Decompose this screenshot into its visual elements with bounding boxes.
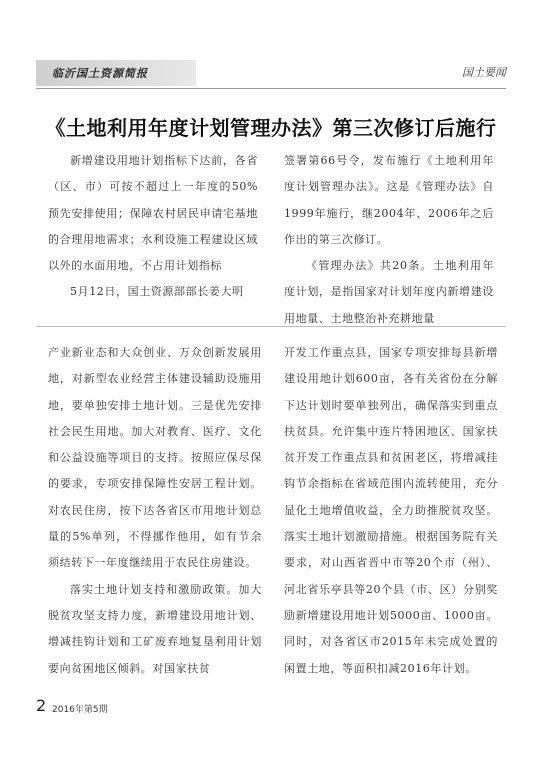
paragraph: 5月12日，国土资源部部长姜大明 bbox=[70, 285, 244, 299]
article-title: 《土地利用年度计划管理办法》第三次修订后施行 bbox=[45, 116, 497, 140]
section-label: 国土要闻 bbox=[462, 66, 506, 79]
paragraph: 签署第66号令，发布施行《土地利用年度计划管理办法》。这是《管理办法》自1999年施行，继2004年、2006年之后作出的第三次修订。 bbox=[284, 154, 494, 246]
column-4 bbox=[284, 340, 498, 682]
page-number: 2 bbox=[36, 696, 47, 715]
paragraph: 《管理办法》共20条。土地利用年度计划，是指国家对计划年度内新增建设用地量、土地整治补充耕地量 bbox=[284, 259, 494, 325]
paragraph: 新增建设用地计划指标下达前，各省（区、市）可按不超过上一年度的50%预先安排使用；保障农村居民申请宅基地的合理用地需求；水利设施工程建设区域以外的水面用地，不占用计划指标 bbox=[48, 154, 258, 273]
header-rule bbox=[36, 88, 506, 89]
column-3 bbox=[48, 340, 262, 682]
paragraph: 产业新业态和大众创业、万众创新发展用地，对新型农业经营主体建设辅助设施用地，要单独安排土地计划。三是优先安排社会民生用地。加大对教育、医疗、文化和公益设施等项目的支持。按照应保尽保的要求，专项安排保障性安居工程计划。对农民住房，按下达各省区市用地计划总量的5%单列，不得挪作他用，如有节余须结转下一年度继续用于农民住房建设。 bbox=[48, 346, 262, 570]
paragraph: 落实土地计划支持和激励政策。加大脱贫攻坚支持力度，新增建设用地计划、增减挂钩计划和工矿废弃地复垦利用计划要向贫困地区倾斜。对国家扶贫 bbox=[48, 582, 262, 675]
page-header bbox=[36, 60, 506, 90]
issue-label: 2016年第5期 bbox=[52, 705, 108, 715]
section-divider bbox=[36, 326, 506, 327]
journal-name: 临沂国土资源简报 bbox=[36, 60, 196, 86]
paragraph: 开发工作重点县，国家专项安排每县新增建设用地计划600亩，各有关省份在分解下达计划时要单独列出，确保落实到重点扶贫县。允许集中连片特困地区、国家扶贫开发工作重点县和贫困老区，将增减挂钩节余指标在省域范围内流转使用，充分显化土地增值收益，全力助推脱贫攻坚。落实土地计划激励措施。根据国务院有关要求，对山西省晋中市等20个市（州）、河北省乐亭县等20个县（市、区）分别奖励新增建设用地计划5000亩、1000亩。同时，对各省区市2015年未完成处置的闲置土地，等面积扣减2016年计划。 bbox=[284, 346, 498, 675]
column-1 bbox=[48, 148, 258, 306]
column-2 bbox=[284, 148, 494, 332]
